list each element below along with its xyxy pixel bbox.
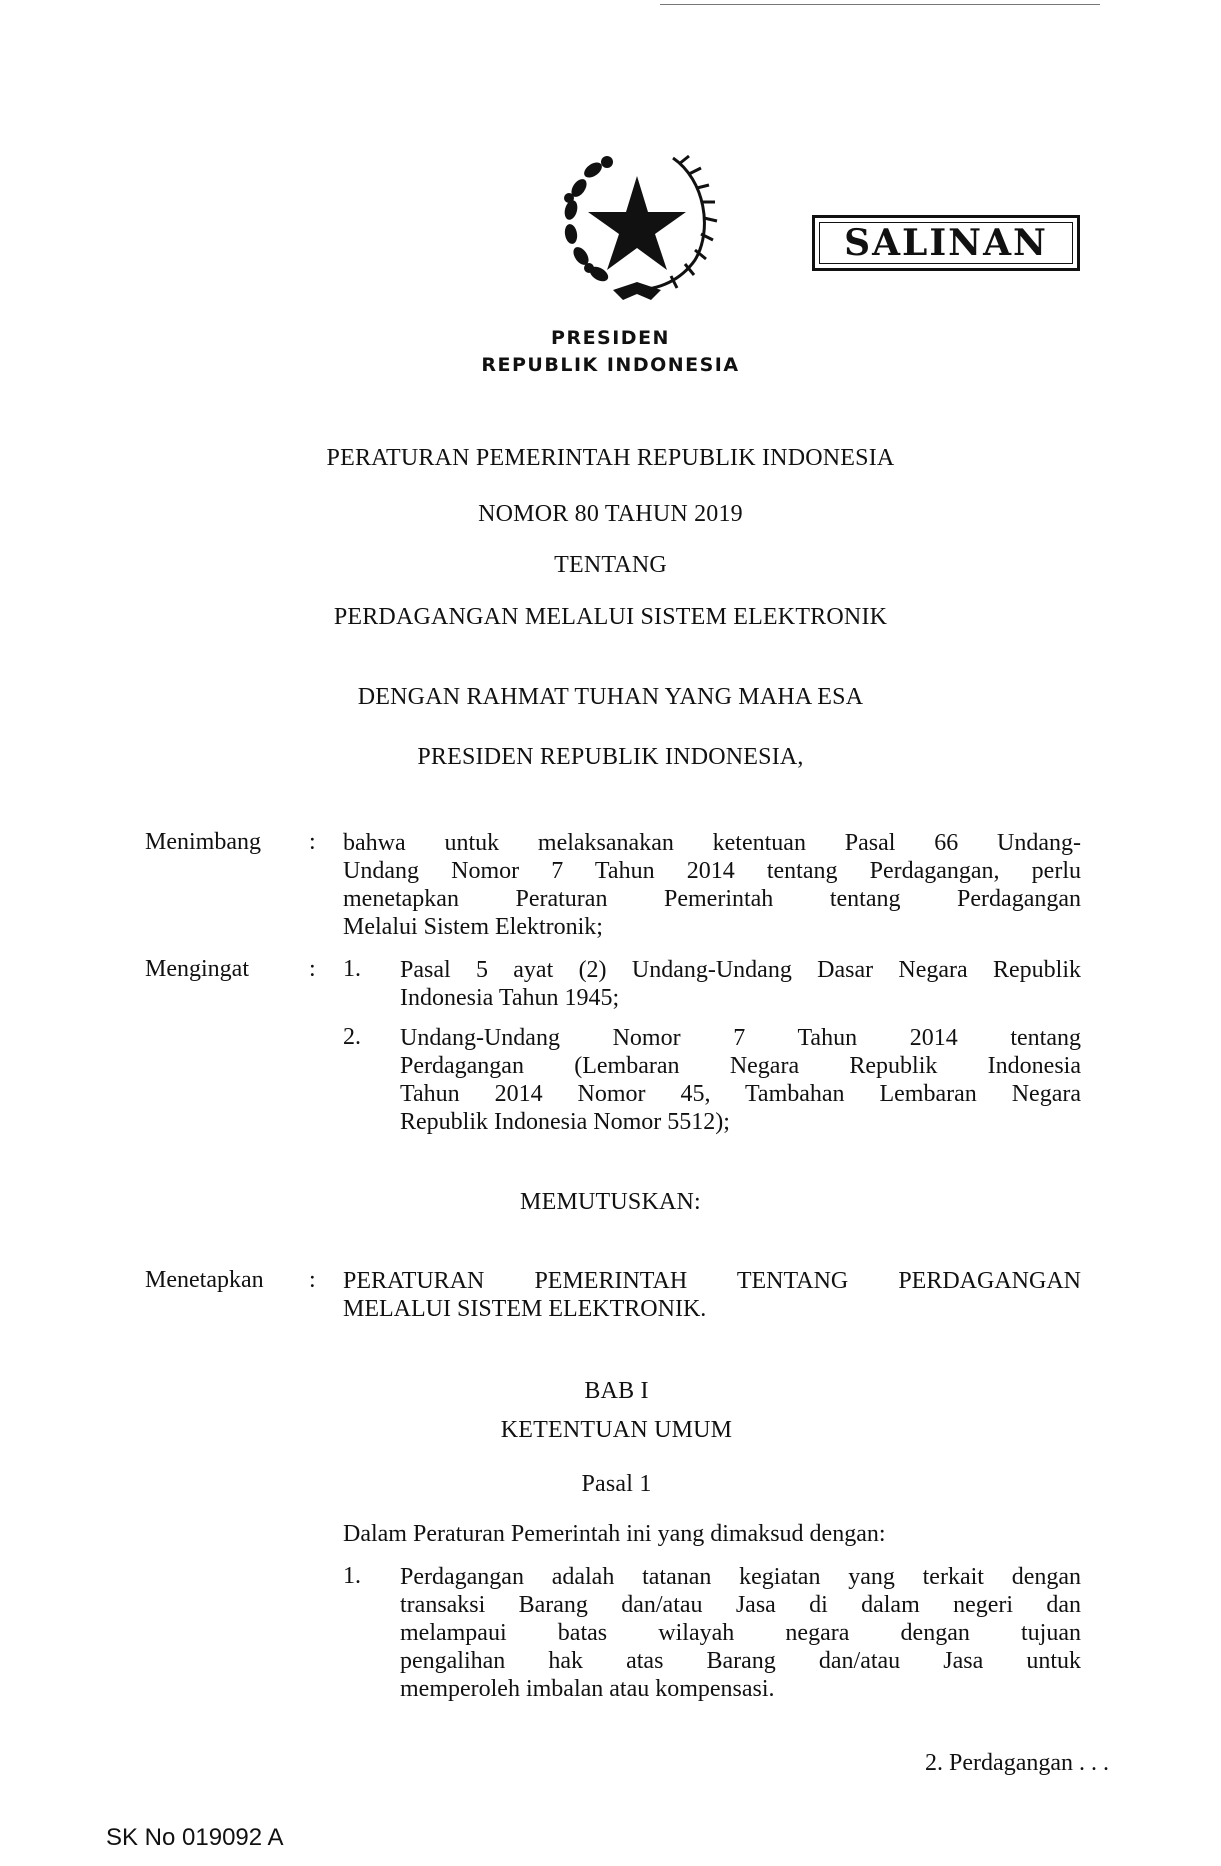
- text-line: Republik Indonesia Nomor 5512);: [400, 1109, 730, 1135]
- text-line: memperoleh imbalan atau kompensasi.: [400, 1676, 775, 1702]
- mengingat-item-2: [400, 1024, 1081, 1136]
- mengingat-item-number: 2.: [343, 1024, 361, 1050]
- page-continuation: 2. Perdagangan . . .: [925, 1750, 1109, 1776]
- president-line: PRESIDEN REPUBLIK INDONESIA,: [417, 744, 804, 770]
- definition-item-1: [400, 1563, 1081, 1703]
- text-line: melampaui batas wilayah negara dengan tujuan: [400, 1620, 1081, 1646]
- mengingat-item-number: 1.: [343, 956, 361, 982]
- text-line: Undang-Undang Nomor 7 Tahun 2014 tentang: [400, 1025, 1081, 1051]
- garuda-star-emblem-icon: [555, 140, 720, 310]
- definitions-intro: Dalam Peraturan Pemerintah ini yang dimaksud dengan:: [343, 1521, 886, 1547]
- text-line: Melalui Sistem Elektronik;: [343, 914, 603, 940]
- chapter-subtitle: KETENTUAN UMUM: [500, 1417, 733, 1443]
- about-label: TENTANG: [554, 552, 667, 578]
- text-line: PERATURAN PEMERINTAH TENTANG PERDAGANGAN: [343, 1268, 1081, 1294]
- document-reference: SK No 019092 A: [106, 1824, 284, 1851]
- text-line: Perdagangan adalah tatanan kegiatan yang terkait dengan: [400, 1564, 1081, 1590]
- menimbang-colon: :: [309, 829, 316, 855]
- regulation-subject: PERDAGANGAN MELALUI SISTEM ELEKTRONIK: [333, 604, 888, 630]
- text-line: Perdagangan (Lembaran Negara Republik Indonesia: [400, 1053, 1081, 1079]
- text-line: Tahun 2014 Nomor 45, Tambahan Lembaran Negara: [400, 1081, 1081, 1107]
- definition-number: 1.: [343, 1563, 361, 1589]
- menimbang-label: Menimbang: [145, 829, 261, 855]
- text-line: Undang Nomor 7 Tahun 2014 tentang Perdagangan, perlu: [343, 858, 1081, 884]
- text-line: bahwa untuk melaksanakan ketentuan Pasal 66 Undang-: [343, 830, 1081, 856]
- text-line: transaksi Barang dan/atau Jasa di dalam negeri dan: [400, 1592, 1081, 1618]
- menetapkan-text: [343, 1267, 1081, 1323]
- salinan-text: SALINAN: [844, 222, 1048, 264]
- scan-edge-line: [660, 4, 1100, 5]
- mengingat-label: Mengingat: [145, 956, 249, 982]
- memutuskan-heading: MEMUTUSKAN:: [520, 1189, 701, 1215]
- text-line: pengalihan hak atas Barang dan/atau Jasa untuk: [400, 1648, 1081, 1674]
- president-heading: PRESIDEN: [551, 327, 670, 349]
- invocation: DENGAN RAHMAT TUHAN YANG MAHA ESA: [357, 684, 864, 710]
- regulation-title: PERATURAN PEMERINTAH REPUBLIK INDONESIA: [326, 445, 895, 471]
- menimbang-text: [343, 829, 1081, 941]
- menetapkan-colon: :: [309, 1267, 316, 1293]
- chapter-title: BAB I: [584, 1378, 649, 1404]
- text-line: MELALUI SISTEM ELEKTRONIK.: [343, 1296, 707, 1322]
- text-line: Indonesia Tahun 1945;: [400, 985, 620, 1011]
- regulation-number: NOMOR 80 TAHUN 2019: [478, 501, 743, 527]
- mengingat-item-1: [400, 956, 1081, 1012]
- salinan-stamp: [812, 215, 1080, 271]
- text-line: Pasal 5 ayat (2) Undang-Undang Dasar Negara Republik: [400, 957, 1081, 983]
- article-title: Pasal 1: [581, 1471, 652, 1497]
- republic-heading: REPUBLIK INDONESIA: [481, 354, 740, 376]
- text-line: menetapkan Peraturan Pemerintah tentang Perdagangan: [343, 886, 1081, 912]
- mengingat-colon: :: [309, 956, 316, 982]
- menetapkan-label: Menetapkan: [145, 1267, 264, 1293]
